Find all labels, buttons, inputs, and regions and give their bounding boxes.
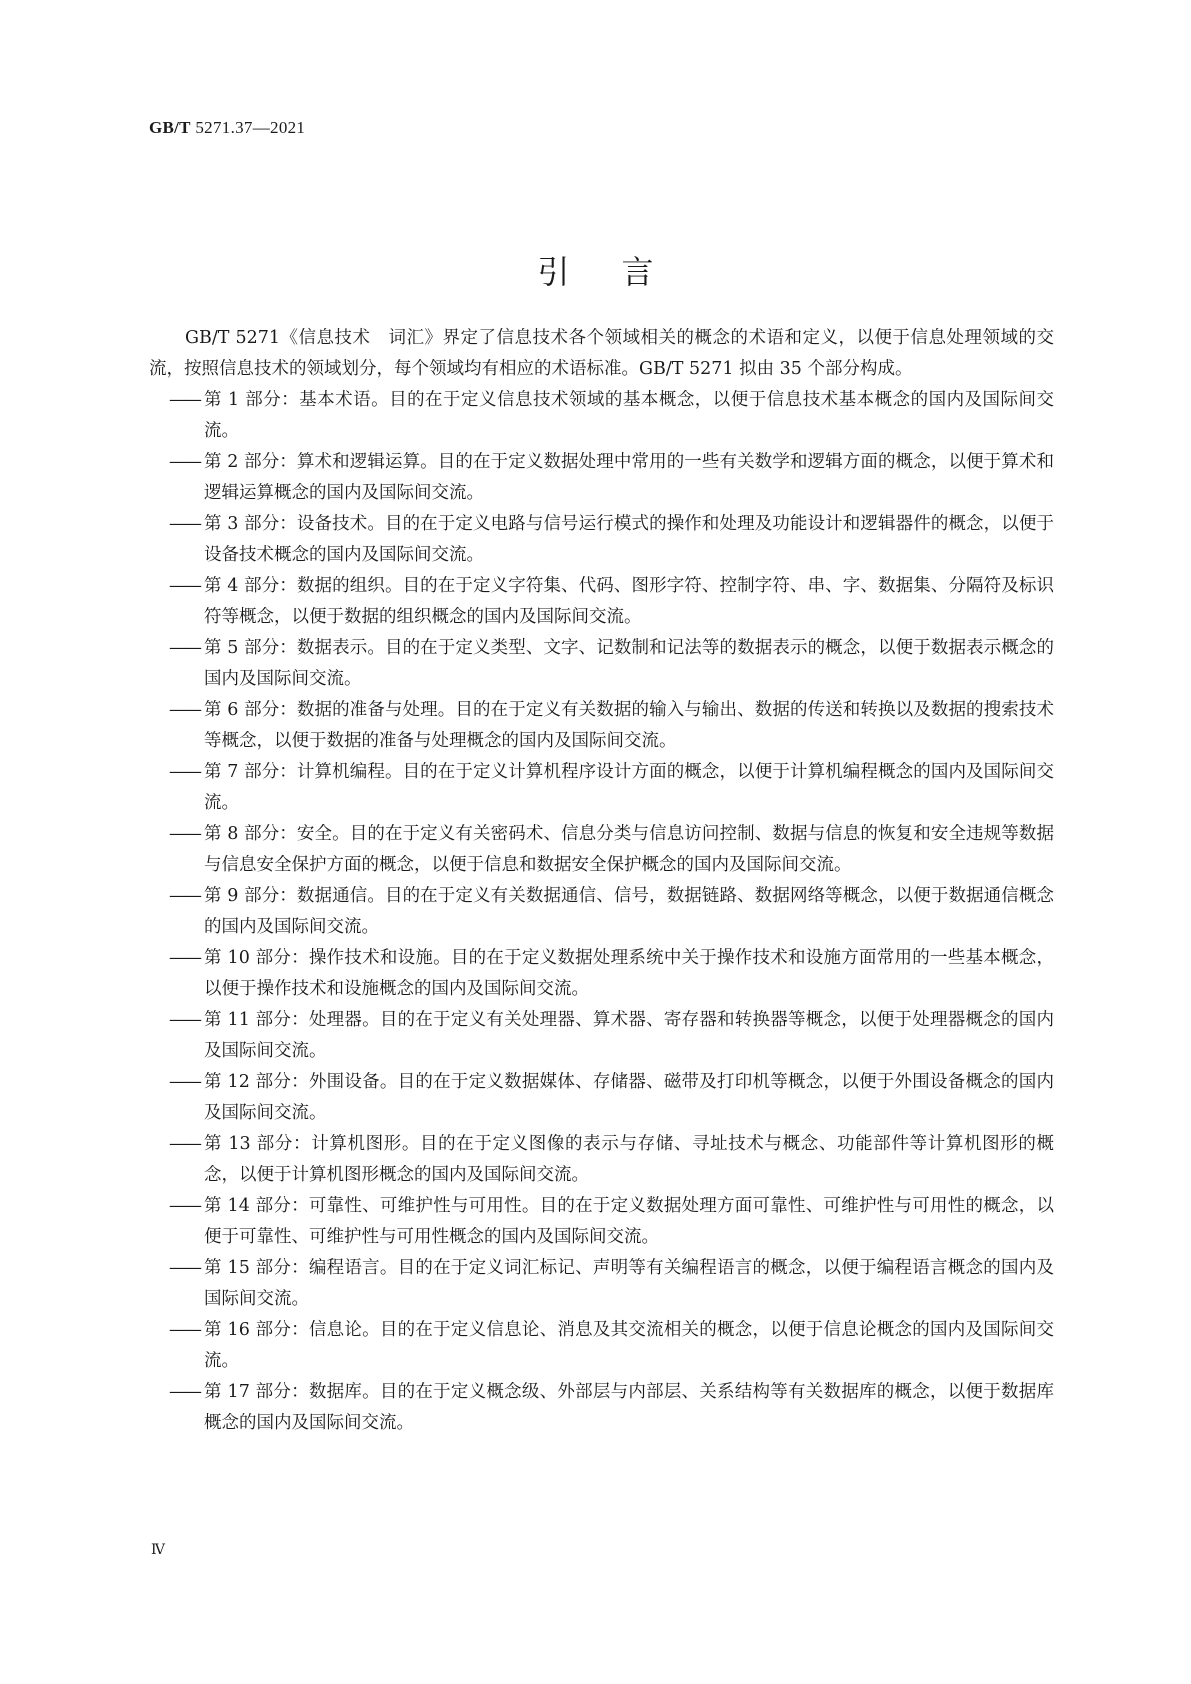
list-dash: ——: [169, 1320, 200, 1340]
list-item: [149, 633, 1054, 695]
list-dash: ——: [169, 1196, 200, 1216]
list-item: [149, 509, 1054, 571]
list-dash: ——: [169, 824, 200, 844]
list-item: [149, 1129, 1054, 1191]
list-item: [149, 1067, 1054, 1129]
list-item: [149, 881, 1054, 943]
list-item-text: 第 15 部分：编程语言。目的在于定义词汇标记、声明等有关编程语言的概念，以便于编程语言概念的国内及国际间交流。: [204, 1258, 1054, 1309]
standard-code-prefix: GB/T: [149, 118, 191, 137]
list-item-text: 第 2 部分：算术和逻辑运算。目的在于定义数据处理中常用的一些有关数学和逻辑方面的概念，以便于算术和逻辑运算概念的国内及国际间交流。: [204, 452, 1054, 503]
list-item: [149, 385, 1054, 447]
list-item: [149, 819, 1054, 881]
page-title: 引言: [537, 253, 706, 292]
list-dash: ——: [169, 700, 200, 720]
list-item-text: 第 10 部分：操作技术和设施。目的在于定义数据处理系统中关于操作技术和设施方面常用的一些基本概念，以便于操作技术和设施概念的国内及国际间交流。: [204, 948, 1054, 999]
list-dash: ——: [169, 638, 200, 658]
list-item: [149, 943, 1054, 1005]
list-dash: ——: [169, 576, 200, 596]
list-dash: ——: [169, 1134, 200, 1154]
list-item: [149, 1005, 1054, 1067]
list-item: [149, 1253, 1054, 1315]
list-item-text: 第 9 部分：数据通信。目的在于定义有关数据通信、信号，数据链路、数据网络等概念，以便于数据通信概念的国内及国际间交流。: [204, 886, 1054, 937]
list-dash: ——: [169, 514, 200, 534]
document-body: [149, 323, 1054, 1439]
list-item-text: 第 4 部分：数据的组织。目的在于定义字符集、代码、图形字符、控制字符、串、字、数据集、分隔符及标识符等概念，以便于数据的组织概念的国内及国际间交流。: [204, 576, 1054, 627]
list-item-text: 第 5 部分：数据表示。目的在于定义类型、文字、记数制和记法等的数据表示的概念，以便于数据表示概念的国内及国际间交流。: [204, 638, 1054, 689]
list-dash: ——: [169, 762, 200, 782]
list-item-text: 第 7 部分：计算机编程。目的在于定义计算机程序设计方面的概念，以便于计算机编程概念的国内及国际间交流。: [204, 762, 1054, 813]
parts-list: [149, 385, 1054, 1439]
standard-code: [149, 118, 305, 138]
list-dash: ——: [169, 886, 200, 906]
list-item-text: 第 6 部分：数据的准备与处理。目的在于定义有关数据的输入与输出、数据的传送和转换以及数据的搜索技术等概念，以便于数据的准备与处理概念的国内及国际间交流。: [204, 700, 1054, 751]
list-item: [149, 1191, 1054, 1253]
list-item-text: 第 3 部分：设备技术。目的在于定义电路与信号运行模式的操作和处理及功能设计和逻辑器件的概念，以便于设备技术概念的国内及国际间交流。: [204, 514, 1054, 565]
list-item: [149, 695, 1054, 757]
list-dash: ——: [169, 948, 200, 968]
intro-paragraph: GB/T 5271《信息技术 词汇》界定了信息技术各个领域相关的概念的术语和定义，以便于信息处理领域的交流，按照信息技术的领域划分，每个领域均有相应的术语标准。GB/T 5271 拟由 35 个部分构成。: [149, 328, 1054, 379]
list-item: [149, 1377, 1054, 1439]
list-item: [149, 1315, 1054, 1377]
list-item: [149, 571, 1054, 633]
list-dash: ——: [169, 1010, 200, 1030]
list-dash: ——: [169, 390, 200, 410]
standard-code-number: 5271.37—2021: [190, 118, 306, 137]
list-dash: ——: [169, 1382, 200, 1402]
list-item-text: 第 11 部分：处理器。目的在于定义有关处理器、算术器、寄存器和转换器等概念，以便于处理器概念的国内及国际间交流。: [204, 1010, 1054, 1061]
list-item-text: 第 17 部分：数据库。目的在于定义概念级、外部层与内部层、关系结构等有关数据库的概念，以便于数据库概念的国内及国际间交流。: [204, 1382, 1054, 1433]
page-number: Ⅳ: [151, 1543, 165, 1558]
list-item-text: 第 16 部分：信息论。目的在于定义信息论、消息及其交流相关的概念，以便于信息论概念的国内及国际间交流。: [204, 1320, 1054, 1371]
list-item-text: 第 8 部分：安全。目的在于定义有关密码术、信息分类与信息访问控制、数据与信息的恢复和安全违规等数据与信息安全保护方面的概念，以便于信息和数据安全保护概念的国内及国际间交流。: [204, 824, 1054, 875]
list-item: [149, 757, 1054, 819]
list-dash: ——: [169, 1072, 200, 1092]
list-item-text: 第 13 部分：计算机图形。目的在于定义图像的表示与存储、寻址技术与概念、功能部件等计算机图形的概念，以便于计算机图形概念的国内及国际间交流。: [204, 1134, 1054, 1185]
list-dash: ——: [169, 1258, 200, 1278]
list-dash: ——: [169, 452, 200, 472]
list-item: [149, 447, 1054, 509]
list-item-text: 第 14 部分：可靠性、可维护性与可用性。目的在于定义数据处理方面可靠性、可维护性与可用性的概念，以便于可靠性、可维护性与可用性概念的国内及国际间交流。: [204, 1196, 1054, 1247]
list-item-text: 第 12 部分：外围设备。目的在于定义数据媒体、存储器、磁带及打印机等概念，以便于外围设备概念的国内及国际间交流。: [204, 1072, 1054, 1123]
list-item-text: 第 1 部分：基本术语。目的在于定义信息技术领域的基本概念，以便于信息技术基本概念的国内及国际间交流。: [204, 390, 1054, 441]
